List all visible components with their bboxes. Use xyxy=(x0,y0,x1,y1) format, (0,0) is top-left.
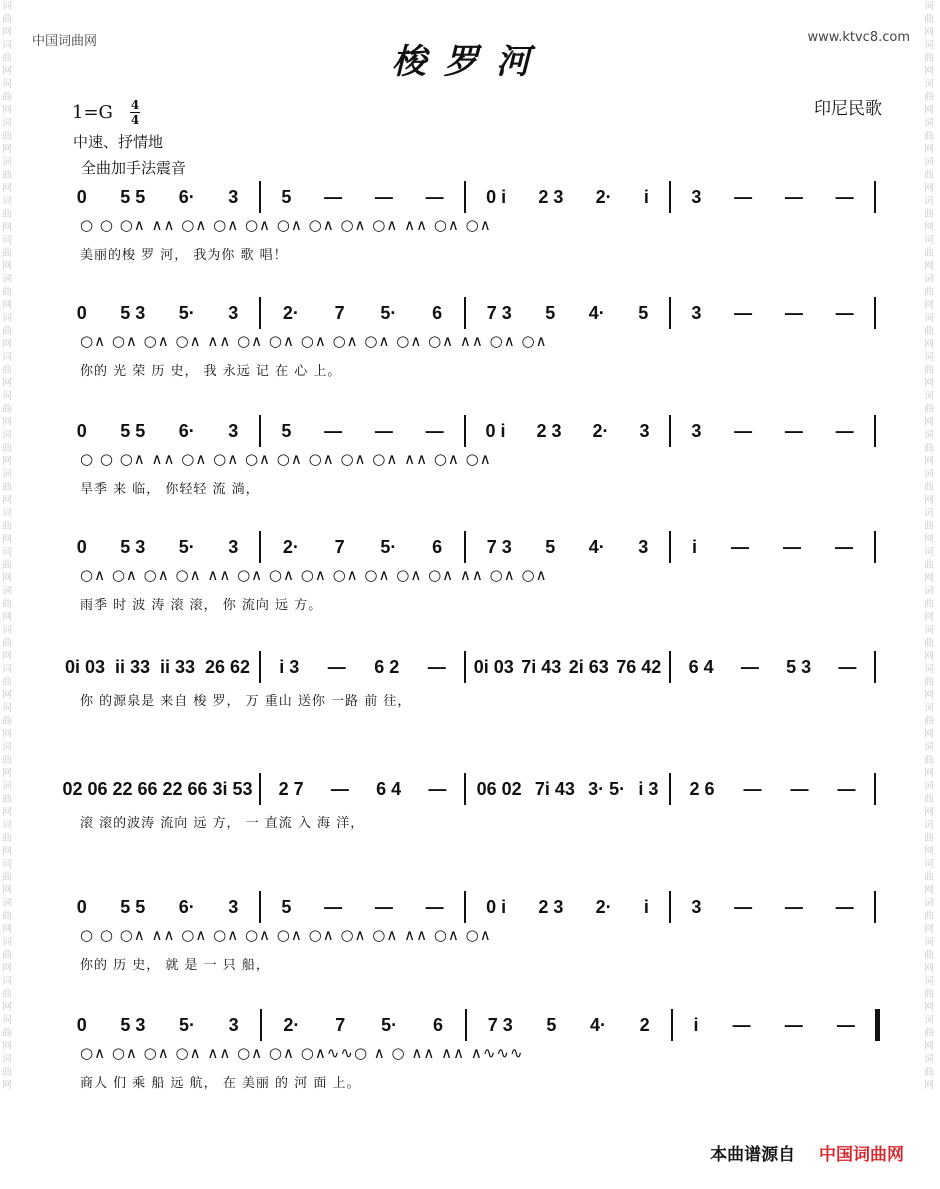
measure xyxy=(60,537,255,558)
note: 5 xyxy=(545,536,556,557)
note: 0 i xyxy=(485,420,506,441)
note: 2 6 xyxy=(689,778,715,799)
measure xyxy=(60,779,255,800)
score-system xyxy=(0,296,940,396)
lyrics-line: 你的 历 史， 就 是 一 只 船， xyxy=(80,958,270,973)
barline xyxy=(259,415,261,447)
footer-brand: 中国词曲网 xyxy=(819,1145,904,1165)
note: — xyxy=(734,896,753,917)
measure xyxy=(470,657,665,678)
note: i 3 xyxy=(638,778,659,799)
note: 2 3 xyxy=(538,896,564,917)
notes-row xyxy=(60,530,880,564)
measure xyxy=(677,1015,873,1036)
barline xyxy=(875,1009,880,1041)
note: 6 xyxy=(432,536,443,557)
note: 7 xyxy=(335,1014,346,1035)
note: 5· xyxy=(380,302,397,323)
note: 3 xyxy=(691,896,702,917)
barline xyxy=(669,891,671,923)
measure xyxy=(675,303,870,324)
technique-marking: 全曲加手法震音 xyxy=(81,159,187,177)
note: 7 3 xyxy=(486,302,512,323)
measure xyxy=(470,187,665,208)
footer-credit xyxy=(710,1140,904,1165)
note: 4· xyxy=(588,536,605,557)
note: 5 xyxy=(281,186,292,207)
measure xyxy=(675,187,870,208)
note: i xyxy=(691,536,697,557)
note: 2 7 xyxy=(278,778,304,799)
strum-marks: ○ ○ ○∧ ∧∧ ○∧ ○∧ ○∧ ○∧ ○∧ ○∧ ○∧ ∧∧ ○∧ ○∧ xyxy=(80,926,492,944)
note: 3 xyxy=(228,302,239,323)
note: 3 xyxy=(638,536,649,557)
barline xyxy=(669,531,671,563)
note: 2· xyxy=(282,536,299,557)
note: 2· xyxy=(283,1014,300,1035)
note: 2· xyxy=(595,896,612,917)
measure xyxy=(470,421,665,442)
note: — xyxy=(425,896,444,917)
song-title: 梭罗河 xyxy=(392,42,548,82)
site-url-right: www.ktvc8.com xyxy=(807,30,910,45)
notes-row xyxy=(60,296,880,330)
note: — xyxy=(835,186,854,207)
note: 5 xyxy=(281,896,292,917)
note: — xyxy=(838,656,857,677)
note: 5 xyxy=(546,1014,557,1035)
note: 3i 53 xyxy=(212,778,253,799)
note: — xyxy=(374,896,393,917)
note: 3 xyxy=(639,420,650,441)
note: — xyxy=(734,186,753,207)
barline xyxy=(669,181,671,213)
note: — xyxy=(730,536,749,557)
note: — xyxy=(374,186,393,207)
barline xyxy=(874,651,876,683)
note: 7 xyxy=(334,302,345,323)
lyrics-line: 商人 们 乘 船 远 航， 在 美丽 的 河 面 上。 xyxy=(80,1076,361,1091)
note: 7i 43 xyxy=(521,656,562,677)
notes-row xyxy=(60,650,880,684)
note: i xyxy=(693,1014,699,1035)
note: 2· xyxy=(592,420,609,441)
note: 0 xyxy=(76,896,87,917)
barline xyxy=(874,531,876,563)
note: 5 5 xyxy=(120,420,146,441)
note: 3 xyxy=(691,420,702,441)
note: 3 xyxy=(228,1014,239,1035)
measure xyxy=(265,897,460,918)
measure xyxy=(266,1015,462,1036)
note: — xyxy=(835,896,854,917)
measure xyxy=(470,779,665,800)
measure xyxy=(265,421,460,442)
note: 7i 43 xyxy=(534,778,575,799)
note: 76 42 xyxy=(616,656,662,677)
note: 6 xyxy=(432,302,443,323)
notes-row xyxy=(60,1008,880,1042)
note: 5 5 xyxy=(120,186,146,207)
barline xyxy=(259,297,261,329)
barline xyxy=(464,773,466,805)
barline xyxy=(464,415,466,447)
lyrics-line: 滚 滚的波涛 流向 远 方， 一 直流 入 海 洋， xyxy=(80,816,365,831)
note: 2 3 xyxy=(536,420,562,441)
note: 3· 5· xyxy=(588,778,626,799)
note: 2 3 xyxy=(538,186,564,207)
tempo-marking: 中速、抒情地 xyxy=(73,133,164,151)
barline xyxy=(669,651,671,683)
song-origin: 印尼民歌 xyxy=(814,99,882,119)
site-name-left: 中国词曲网 xyxy=(32,34,98,49)
measure xyxy=(60,1015,256,1036)
notes-row xyxy=(60,414,880,448)
note: 26 62 xyxy=(204,656,250,677)
note: 0 xyxy=(76,1014,87,1035)
notes-row xyxy=(60,772,880,806)
barline xyxy=(669,773,671,805)
note: — xyxy=(732,1014,751,1035)
barline xyxy=(259,891,261,923)
barline xyxy=(874,415,876,447)
measure xyxy=(60,303,255,324)
measure xyxy=(60,657,255,678)
lyrics-line: 你的 光 荣 历 史， 我 永远 记 在 心 上。 xyxy=(80,364,342,379)
note: 0 xyxy=(76,186,87,207)
measure xyxy=(265,187,460,208)
measure xyxy=(675,779,870,800)
footer-source: 本曲谱源自 xyxy=(710,1145,796,1165)
measure xyxy=(265,657,460,678)
note: — xyxy=(784,186,803,207)
note: 6· xyxy=(178,186,195,207)
barline xyxy=(259,531,261,563)
lyrics-line: 美丽的梭 罗 河， 我为你 歌 唱！ xyxy=(80,248,288,263)
barline xyxy=(874,297,876,329)
note: — xyxy=(374,420,393,441)
time-signature xyxy=(130,98,140,127)
note: — xyxy=(324,896,343,917)
lyrics-line: 旱季 来 临， 你轻轻 流 淌， xyxy=(80,482,260,497)
key-signature: 1=G xyxy=(72,102,113,123)
note: 4· xyxy=(588,302,605,323)
note: — xyxy=(428,778,447,799)
measure xyxy=(675,897,870,918)
barline xyxy=(874,891,876,923)
strum-marks: ○ ○ ○∧ ∧∧ ○∧ ○∧ ○∧ ○∧ ○∧ ○∧ ○∧ ∧∧ ○∧ ○∧ xyxy=(80,450,492,468)
barline xyxy=(464,651,466,683)
note: 2· xyxy=(282,302,299,323)
score-system xyxy=(0,530,940,630)
note: 5 3 xyxy=(786,656,812,677)
measure xyxy=(60,187,255,208)
watermark-left: 词曲网词曲网词曲网词曲网词曲网词曲网词曲网词曲网词曲网词曲网词曲网词曲网词曲网词曲网词曲网词曲网词曲网词曲网词曲网词曲网词曲网词曲网词曲网词曲网词曲网词曲网词曲网词曲网 xyxy=(2,1,12,1091)
note: 5 3 xyxy=(120,1014,146,1035)
note: 3 xyxy=(228,186,239,207)
note: — xyxy=(740,656,759,677)
note: — xyxy=(743,778,762,799)
note: — xyxy=(425,186,444,207)
note: 0 xyxy=(76,302,87,323)
barline xyxy=(669,415,671,447)
barline xyxy=(464,891,466,923)
strum-marks: ○∧ ○∧ ○∧ ○∧ ∧∧ ○∧ ○∧ ○∧ ○∧ ○∧ ○∧ ○∧ ∧∧ ○∧ ○∧ xyxy=(80,566,548,584)
note: — xyxy=(835,302,854,323)
measure xyxy=(675,657,870,678)
note: — xyxy=(784,302,803,323)
score-system xyxy=(0,772,940,872)
measure xyxy=(470,897,665,918)
note: ii 33 xyxy=(159,656,195,677)
barline xyxy=(669,297,671,329)
note: 22 66 xyxy=(112,778,158,799)
measure xyxy=(265,537,460,558)
note: 5· xyxy=(179,1014,196,1035)
score-system xyxy=(0,414,940,514)
strum-marks: ○∧ ○∧ ○∧ ○∧ ∧∧ ○∧ ○∧ ○∧∿∿○ ∧ ○ ∧∧ ∧∧ ∧∿∿∿ xyxy=(80,1044,524,1062)
note: 3 xyxy=(228,536,239,557)
barline xyxy=(259,651,261,683)
note: — xyxy=(324,420,343,441)
score-system xyxy=(0,890,940,990)
note: 2· xyxy=(595,186,612,207)
note: 5 5 xyxy=(120,896,146,917)
note: — xyxy=(784,1014,803,1035)
barline xyxy=(874,773,876,805)
measure xyxy=(60,897,255,918)
note: — xyxy=(836,1014,855,1035)
note: — xyxy=(784,896,803,917)
measure xyxy=(675,537,870,558)
measure xyxy=(471,1015,667,1036)
note: i xyxy=(643,186,649,207)
note: 5 xyxy=(281,420,292,441)
note: 22 66 xyxy=(162,778,208,799)
score-system xyxy=(0,650,940,750)
note: 3 xyxy=(228,896,239,917)
note: 5 3 xyxy=(120,302,146,323)
note: — xyxy=(784,420,803,441)
note: 0 xyxy=(76,420,87,441)
note: 5 xyxy=(638,302,649,323)
note: 7 3 xyxy=(486,536,512,557)
barline xyxy=(260,1009,262,1041)
note: 6 2 xyxy=(374,656,400,677)
note: 5· xyxy=(380,536,397,557)
note: — xyxy=(330,778,349,799)
note: 02 06 xyxy=(62,778,108,799)
note: 7 3 xyxy=(487,1014,513,1035)
measure xyxy=(265,779,460,800)
strum-marks: ○ ○ ○∧ ∧∧ ○∧ ○∧ ○∧ ○∧ ○∧ ○∧ ○∧ ∧∧ ○∧ ○∧ xyxy=(80,216,492,234)
score-system xyxy=(0,180,940,280)
note: i xyxy=(643,896,649,917)
note: 2 xyxy=(639,1014,650,1035)
watermark-right: 词曲网词曲网词曲网词曲网词曲网词曲网词曲网词曲网词曲网词曲网词曲网词曲网词曲网词曲网词曲网词曲网词曲网词曲网词曲网词曲网词曲网词曲网词曲网词曲网词曲网词曲网词曲网词曲网 xyxy=(924,1,934,1091)
measure xyxy=(675,421,870,442)
note: 5 xyxy=(545,302,556,323)
note: — xyxy=(427,656,446,677)
notes-row xyxy=(60,890,880,924)
strum-marks: ○∧ ○∧ ○∧ ○∧ ∧∧ ○∧ ○∧ ○∧ ○∧ ○∧ ○∧ ○∧ ∧∧ ○∧ ○∧ xyxy=(80,332,548,350)
note: — xyxy=(782,536,801,557)
note: 0 xyxy=(76,536,87,557)
measure xyxy=(265,303,460,324)
note: 6 4 xyxy=(688,656,714,677)
note: 5· xyxy=(178,302,195,323)
note: — xyxy=(837,778,856,799)
barline xyxy=(874,181,876,213)
note: 0 i xyxy=(486,186,507,207)
barline xyxy=(671,1009,673,1041)
note: 0i 03 xyxy=(473,656,514,677)
note: 5 3 xyxy=(120,536,146,557)
note: 6 xyxy=(433,1014,444,1035)
barline xyxy=(259,773,261,805)
time-sig-bottom: 4 xyxy=(130,113,140,127)
note: — xyxy=(734,420,753,441)
lyrics-line: 你 的源泉是 来自 梭 罗， 万 重山 送你 一路 前 往， xyxy=(80,694,412,709)
measure xyxy=(470,537,665,558)
note: — xyxy=(834,536,853,557)
note: 7 xyxy=(334,536,345,557)
note: — xyxy=(324,186,343,207)
note: i 3 xyxy=(279,656,300,677)
note: 6· xyxy=(178,420,195,441)
note: — xyxy=(425,420,444,441)
note: 5· xyxy=(381,1014,398,1035)
lyrics-line: 雨季 时 波 涛 滚 滚， 你 流向 远 方。 xyxy=(80,598,323,613)
note: ii 33 xyxy=(114,656,150,677)
barline xyxy=(464,531,466,563)
barline xyxy=(464,181,466,213)
barline xyxy=(259,181,261,213)
note: 3 xyxy=(228,420,239,441)
note: — xyxy=(734,302,753,323)
note: — xyxy=(835,420,854,441)
note: 2i 63 xyxy=(568,656,609,677)
time-sig-top: 4 xyxy=(130,98,140,112)
score-system xyxy=(0,1008,940,1108)
note: 0 i xyxy=(486,896,507,917)
note: 5· xyxy=(178,536,195,557)
note: 3 xyxy=(691,302,702,323)
note: 6 4 xyxy=(376,778,402,799)
measure xyxy=(60,421,255,442)
measure xyxy=(470,303,665,324)
note: — xyxy=(790,778,809,799)
note: 6· xyxy=(178,896,195,917)
note: 4· xyxy=(590,1014,607,1035)
note: 06 02 xyxy=(476,778,522,799)
note: 3 xyxy=(691,186,702,207)
note: 0i 03 xyxy=(64,656,106,677)
barline xyxy=(465,1009,467,1041)
note: — xyxy=(327,656,346,677)
notes-row xyxy=(60,180,880,214)
barline xyxy=(464,297,466,329)
